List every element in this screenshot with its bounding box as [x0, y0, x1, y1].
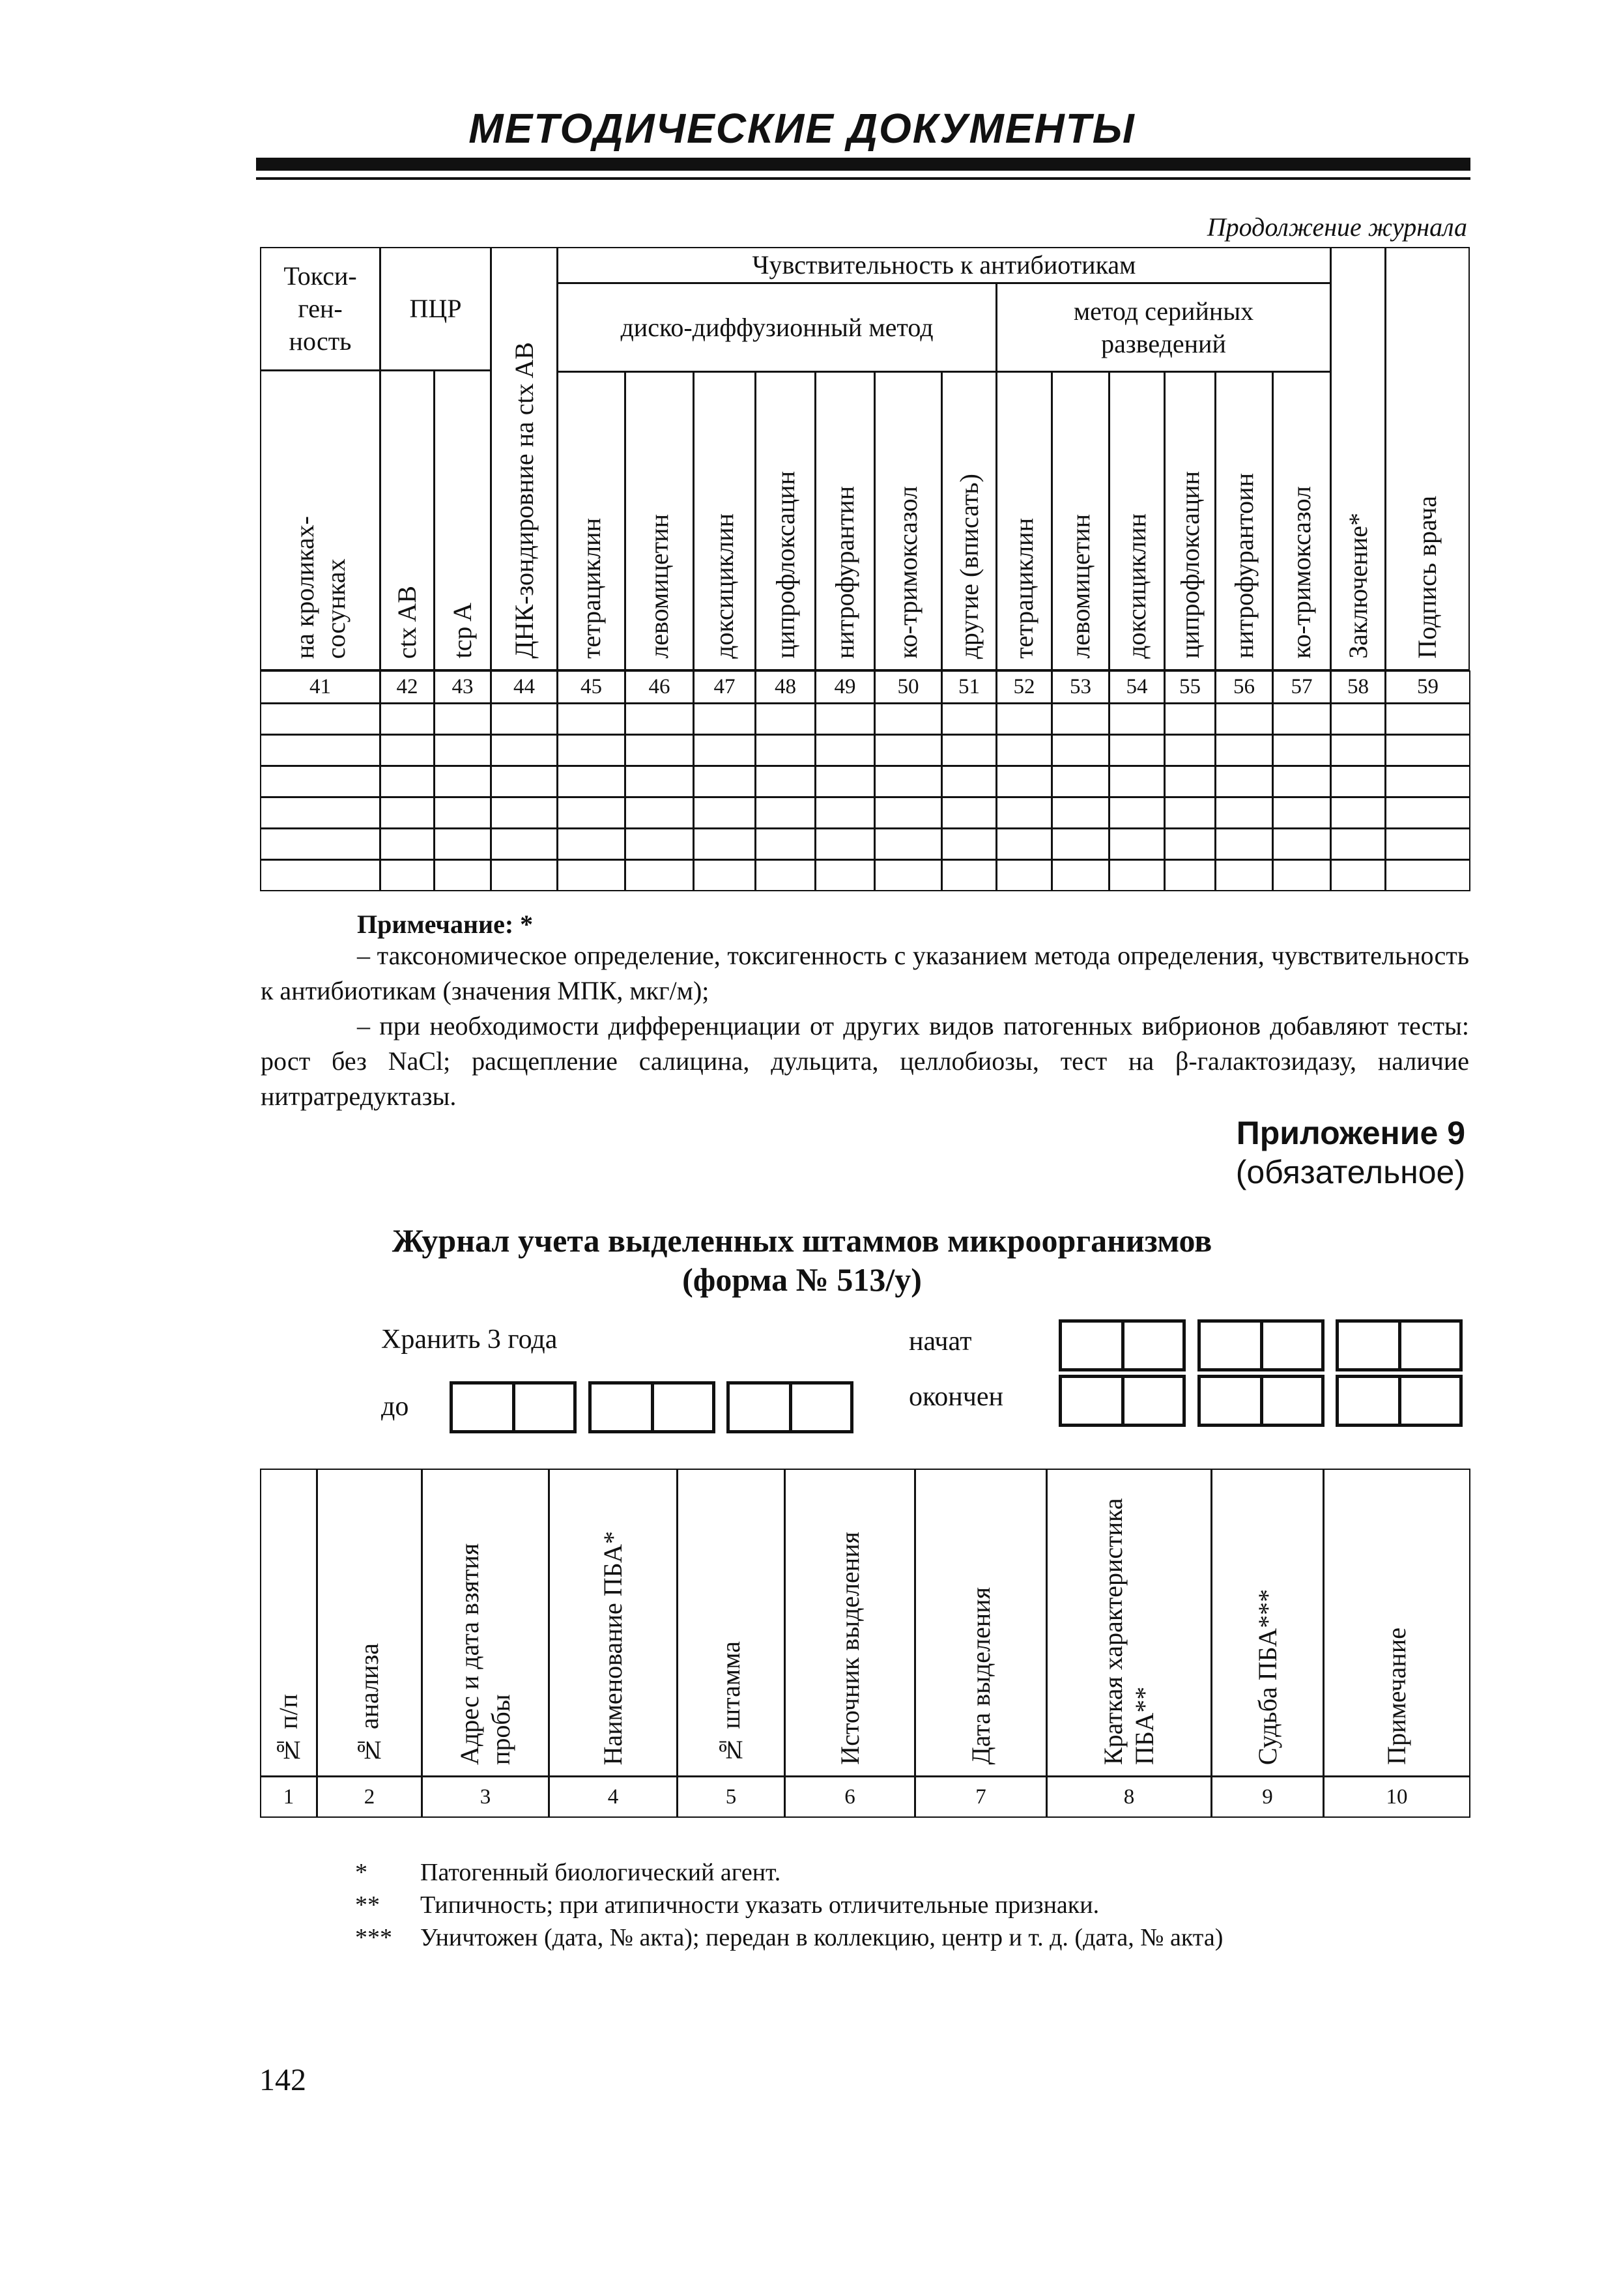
table-cell[interactable]	[996, 859, 1052, 891]
table-cell[interactable]	[1052, 766, 1110, 797]
col-label: ципрофлоксацин	[770, 471, 800, 659]
column-number-cell: 58	[1330, 670, 1386, 704]
table-cell[interactable]	[1109, 703, 1165, 735]
table-cell[interactable]	[693, 766, 756, 797]
footnote-mark: *	[355, 1859, 367, 1886]
table-cell[interactable]	[491, 859, 558, 891]
table-cell[interactable]	[1272, 766, 1331, 797]
col-tcp	[434, 370, 491, 670]
col-label: Источник выделения	[835, 1532, 865, 1765]
finished-year-box[interactable]	[1336, 1375, 1463, 1427]
col-label: № п/п	[274, 1694, 303, 1765]
table-cell[interactable]	[491, 703, 558, 735]
col-label: другие (вписать)	[954, 473, 984, 659]
column-number-cell: 44	[491, 670, 558, 704]
table-cell[interactable]	[625, 828, 694, 860]
col-rabbits-label: на кроликах- сосунках	[289, 515, 351, 659]
keep-label: Хранить 3 года	[381, 1325, 558, 1355]
table-cell[interactable]	[941, 859, 997, 891]
page-number: 142	[259, 2063, 306, 2097]
col-label: тетрациклин	[1009, 518, 1038, 659]
table-cell[interactable]	[380, 859, 435, 891]
table-cell[interactable]	[815, 859, 875, 891]
table-cell[interactable]	[996, 828, 1052, 860]
col-disk-other	[941, 371, 997, 670]
until-label: до	[381, 1392, 409, 1422]
column-number-cell: 46	[625, 670, 694, 704]
column-number-cell: 8	[1046, 1776, 1212, 1818]
footnote-text: Типичность; при атипичности указать отличительные признаки.	[420, 1891, 1100, 1919]
col-serial-tetracycline	[996, 371, 1052, 670]
column-number-cell: 56	[1215, 670, 1273, 704]
table-cell[interactable]	[1164, 859, 1216, 891]
col-label: Дата выделения	[966, 1587, 995, 1765]
col-source	[784, 1469, 915, 1777]
table-cell[interactable]	[755, 797, 816, 829]
continuation-label: Продолжение журнала	[1207, 212, 1467, 242]
sensitivity-header: Чувствительность к антибиотикам	[557, 247, 1331, 283]
table-cell[interactable]	[1330, 828, 1386, 860]
table-cell[interactable]	[1109, 797, 1165, 829]
col-label: левомицетин	[644, 514, 674, 659]
col-disk-tetracycline	[557, 371, 625, 670]
col-label: ципрофлоксацин	[1175, 471, 1205, 659]
table-cell[interactable]	[1272, 859, 1331, 891]
col-number	[260, 1469, 317, 1777]
col-label: № анализа	[354, 1643, 384, 1765]
started-label: начат	[909, 1327, 972, 1356]
table-cell[interactable]	[1215, 734, 1273, 766]
started-month-box[interactable]	[1197, 1319, 1325, 1371]
column-number-cell: 41	[260, 670, 380, 704]
serial-method-header: метод серийных разведений	[996, 283, 1331, 372]
table-cell[interactable]	[1272, 828, 1331, 860]
col-rabbits	[260, 370, 380, 670]
table-cell[interactable]	[557, 828, 625, 860]
journal-form-number: (форма № 513/у)	[682, 1261, 922, 1298]
table-cell[interactable]	[693, 797, 756, 829]
table-cell[interactable]	[996, 734, 1052, 766]
column-number-cell: 53	[1052, 670, 1110, 704]
column-number-cell: 42	[380, 670, 435, 704]
table-cell[interactable]	[380, 766, 435, 797]
column-number-cell: 59	[1385, 670, 1470, 704]
table-cell[interactable]	[557, 859, 625, 891]
table-cell[interactable]	[491, 797, 558, 829]
col-label: доксициклин	[709, 513, 739, 659]
col-label: левомицетин	[1065, 514, 1095, 659]
column-number-cell: 57	[1272, 670, 1331, 704]
col-label: нитрофурантин	[830, 485, 859, 659]
col-pba-fate	[1211, 1469, 1324, 1777]
column-number-cell: 43	[434, 670, 491, 704]
header-rule	[256, 158, 1470, 171]
table-cell[interactable]	[1272, 797, 1331, 829]
column-number-cell: 2	[317, 1776, 422, 1818]
col-address-date	[422, 1469, 549, 1777]
table-cell[interactable]	[380, 734, 435, 766]
column-number-cell: 4	[549, 1776, 678, 1818]
table-cell[interactable]	[434, 766, 491, 797]
table-cell[interactable]	[815, 766, 875, 797]
footnote-text: Патогенный биологический агент.	[420, 1859, 781, 1886]
table-cell[interactable]	[874, 828, 942, 860]
col-disk-ciprofloxacin	[755, 371, 816, 670]
col-label: ко-тримоксазол	[1287, 486, 1316, 659]
table-cell[interactable]	[260, 766, 380, 797]
table-cell[interactable]	[1164, 797, 1216, 829]
table-cell[interactable]	[260, 734, 380, 766]
finished-day-box[interactable]	[1059, 1375, 1186, 1427]
col-disk-doxycycline	[693, 371, 756, 670]
col-disk-nitrofurantin	[815, 371, 875, 670]
table-cell[interactable]	[874, 734, 942, 766]
finished-month-box[interactable]	[1197, 1375, 1325, 1427]
table-cell[interactable]	[434, 734, 491, 766]
table-cell[interactable]	[1164, 766, 1216, 797]
table-cell[interactable]	[434, 703, 491, 735]
table-cell[interactable]	[815, 734, 875, 766]
column-number-cell: 52	[996, 670, 1052, 704]
table-cell[interactable]	[491, 766, 558, 797]
table-cell[interactable]	[557, 734, 625, 766]
table-cell[interactable]	[260, 828, 380, 860]
column-number-cell: 48	[755, 670, 816, 704]
col-label: Заключение*	[1343, 513, 1373, 659]
table-cell[interactable]	[1385, 797, 1470, 829]
col-label: нитрофурантоин	[1229, 473, 1259, 659]
footnote-text: Уничтожен (дата, № акта); передан в коллекцию, центр и т. д. (дата, № акта)	[420, 1924, 1224, 1951]
column-number-cell: 3	[422, 1776, 549, 1818]
table-cell[interactable]	[996, 703, 1052, 735]
table-cell[interactable]	[755, 703, 816, 735]
column-number-cell: 47	[693, 670, 756, 704]
table-cell[interactable]	[1109, 859, 1165, 891]
note-title: Примечание: *	[357, 910, 534, 939]
table-cell[interactable]	[1164, 828, 1216, 860]
col-label: Подпись врача	[1412, 496, 1442, 659]
table-cell[interactable]	[1109, 766, 1165, 797]
table-cell[interactable]	[693, 734, 756, 766]
col-serial-doxycycline	[1109, 371, 1165, 670]
table-cell[interactable]	[1385, 734, 1470, 766]
finished-label: окончен	[909, 1382, 1003, 1412]
table-cell[interactable]	[1052, 828, 1110, 860]
table-cell[interactable]	[1215, 859, 1273, 891]
col-pba-name	[549, 1469, 678, 1777]
table-cell[interactable]	[815, 703, 875, 735]
col-disk-cotrimoxazole	[874, 371, 942, 670]
table-cell[interactable]	[434, 859, 491, 891]
table-cell[interactable]	[874, 703, 942, 735]
table-cell[interactable]	[1385, 828, 1470, 860]
table-cell[interactable]	[1215, 766, 1273, 797]
table-cell[interactable]	[874, 797, 942, 829]
column-number-cell: 55	[1164, 670, 1216, 704]
column-number-cell: 54	[1109, 670, 1165, 704]
column-number-cell: 49	[815, 670, 875, 704]
col-serial-nitrofurantoin	[1215, 371, 1273, 670]
dna-probe-label: ДНК-зондировние на ctx AB	[509, 342, 539, 659]
table-cell[interactable]	[434, 797, 491, 829]
table-cell[interactable]	[491, 734, 558, 766]
column-number-cell: 6	[784, 1776, 915, 1818]
col-label: Судьба ПБА***	[1252, 1588, 1282, 1765]
table-cell[interactable]	[693, 859, 756, 891]
table-cell[interactable]	[755, 766, 816, 797]
table-cell[interactable]	[625, 734, 694, 766]
column-number-cell: 5	[677, 1776, 785, 1818]
table-cell[interactable]	[1385, 859, 1470, 891]
table-cell[interactable]	[941, 828, 997, 860]
table-cell[interactable]	[1215, 797, 1273, 829]
table-cell[interactable]	[625, 703, 694, 735]
table-cell[interactable]	[260, 797, 380, 829]
table-cell[interactable]	[1330, 703, 1386, 735]
col-remarks	[1323, 1469, 1470, 1777]
table-cell[interactable]	[874, 859, 942, 891]
footnote-mark: ***	[355, 1924, 392, 1951]
table-cell[interactable]	[434, 828, 491, 860]
table-cell[interactable]	[625, 797, 694, 829]
col-label: № штамма	[716, 1641, 745, 1765]
table-cell[interactable]	[941, 734, 997, 766]
table-cell[interactable]	[1052, 859, 1110, 891]
started-year-box[interactable]	[1336, 1319, 1463, 1371]
table-cell[interactable]	[755, 828, 816, 860]
table-cell[interactable]	[815, 828, 875, 860]
until-month-box[interactable]	[588, 1381, 715, 1433]
col-ctx-label: ctx AB	[392, 585, 422, 659]
col-conclusion	[1330, 371, 1386, 670]
col-label: Краткая характеристика ПБА**	[1098, 1498, 1159, 1765]
table-cell[interactable]	[755, 859, 816, 891]
table-cell[interactable]	[941, 797, 997, 829]
col-ctx	[380, 370, 435, 670]
table-cell[interactable]	[1330, 766, 1386, 797]
column-number-cell: 10	[1323, 1776, 1470, 1818]
col-serial-cotrimoxazole	[1272, 371, 1331, 670]
column-number-cell: 51	[941, 670, 997, 704]
table-cell[interactable]	[1272, 734, 1331, 766]
until-year-box[interactable]	[726, 1381, 853, 1433]
column-number-cell: 1	[260, 1776, 317, 1818]
table-cell[interactable]	[557, 703, 625, 735]
table-cell[interactable]	[941, 766, 997, 797]
table-cell[interactable]	[625, 859, 694, 891]
table-cell[interactable]	[1385, 766, 1470, 797]
table-cell[interactable]	[1330, 859, 1386, 891]
table-cell[interactable]	[1052, 703, 1110, 735]
col-label: Адрес и дата взятия пробы	[455, 1543, 515, 1765]
table-cell[interactable]	[1215, 703, 1273, 735]
disk-method-header: диско-диффузионный метод	[557, 283, 997, 372]
table-cell[interactable]	[260, 859, 380, 891]
until-day-box[interactable]	[450, 1381, 577, 1433]
col-tcp-label: tcp A	[448, 603, 477, 659]
col-label: Примечание	[1382, 1628, 1411, 1765]
table-cell[interactable]	[380, 703, 435, 735]
table-cell[interactable]	[1109, 734, 1165, 766]
table-cell[interactable]	[1385, 703, 1470, 735]
toxicity-header: Токси- ген- ность	[260, 247, 380, 371]
col-label: Наименование ПБА*	[598, 1530, 627, 1765]
appendix-title: Приложение 9	[1236, 1115, 1465, 1151]
table-cell[interactable]	[1109, 828, 1165, 860]
col-pba-characteristics	[1046, 1469, 1212, 1777]
table-cell[interactable]	[380, 797, 435, 829]
note-paragraph-1: – таксономическое определение, токсигенность с указанием метода определения, чувствительность к антибиотикам (значения МПК, мкг/м);	[261, 941, 1469, 1005]
table-cell[interactable]	[996, 766, 1052, 797]
col-label: тетрациклин	[576, 518, 606, 659]
col-label: ко-тримоксазол	[893, 486, 923, 659]
table-cell[interactable]	[1052, 734, 1110, 766]
col-isolation-date	[915, 1469, 1047, 1777]
col-serial-levomycetin	[1052, 371, 1110, 670]
table-cell[interactable]	[693, 703, 756, 735]
table-cell[interactable]	[1164, 734, 1216, 766]
table-cell[interactable]	[693, 828, 756, 860]
section-title: МЕТОДИЧЕСКИЕ ДОКУМЕНТЫ	[468, 105, 1136, 152]
appendix-subtitle: (обязательное)	[1235, 1154, 1465, 1190]
table-cell[interactable]	[996, 797, 1052, 829]
table-cell[interactable]	[1330, 797, 1386, 829]
footnote-mark: **	[355, 1891, 380, 1919]
column-number-cell: 50	[874, 670, 942, 704]
table-cell[interactable]	[755, 734, 816, 766]
col-strain-number	[677, 1469, 785, 1777]
header-rule-thin	[256, 177, 1470, 180]
table-cell[interactable]	[260, 703, 380, 735]
note-paragraph-2: – при необходимости дифференциации от других видов патогенных вибрионов добавляют тесты: рост без NaCl; расщепление салицина, дульцита, целлобиозы, тест на β-галактозидазу, наличие нитратредуктазы.	[261, 1011, 1469, 1111]
pcr-header: ПЦР	[380, 247, 491, 371]
col-signature	[1385, 371, 1470, 670]
col-disk-levomycetin	[625, 371, 694, 670]
column-number-cell: 9	[1211, 1776, 1324, 1818]
table-cell[interactable]	[625, 766, 694, 797]
column-number-cell: 45	[557, 670, 625, 704]
col-label: доксициклин	[1122, 513, 1151, 659]
table-cell[interactable]	[874, 766, 942, 797]
table-cell[interactable]	[557, 766, 625, 797]
col-analysis-number	[317, 1469, 422, 1777]
table-cell[interactable]	[1215, 828, 1273, 860]
journal-title: Журнал учета выделенных штаммов микроорганизмов	[392, 1222, 1212, 1259]
dna-probe-header	[491, 247, 558, 670]
table-cell[interactable]	[941, 703, 997, 735]
table-cell[interactable]	[815, 797, 875, 829]
table-cell[interactable]	[1272, 703, 1331, 735]
column-number-cell: 7	[915, 1776, 1047, 1818]
table-cell[interactable]	[1052, 797, 1110, 829]
col-serial-ciprofloxacin	[1164, 371, 1216, 670]
table-cell[interactable]	[557, 797, 625, 829]
started-day-box[interactable]	[1059, 1319, 1186, 1371]
table-cell[interactable]	[491, 828, 558, 860]
table-cell[interactable]	[380, 828, 435, 860]
table-cell[interactable]	[1330, 734, 1386, 766]
table-cell[interactable]	[1164, 703, 1216, 735]
